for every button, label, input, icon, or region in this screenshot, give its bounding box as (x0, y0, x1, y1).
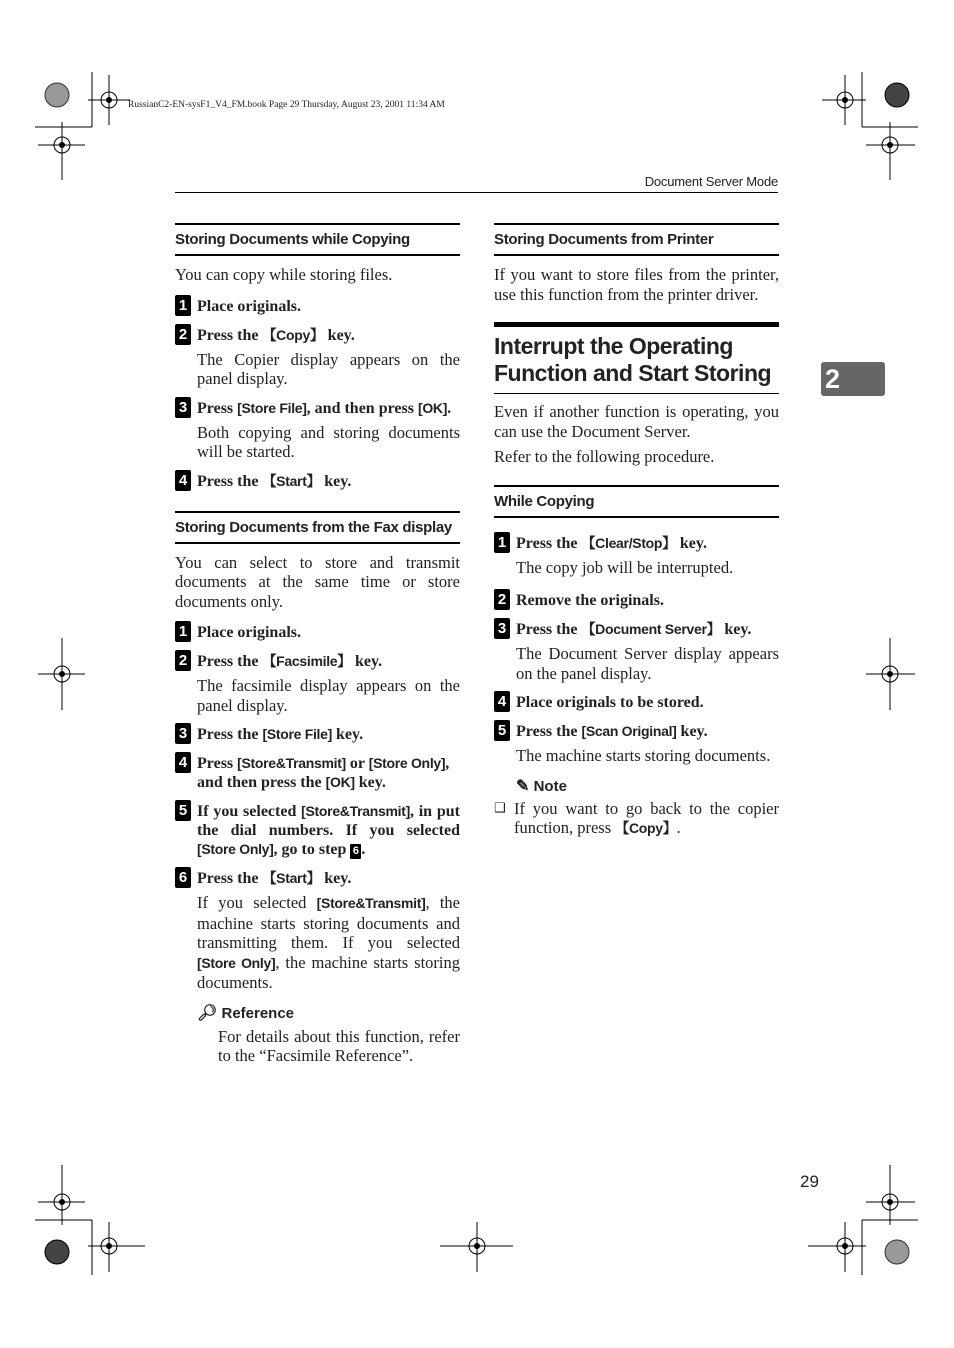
section-heading-while-copying: While Copying (494, 485, 779, 518)
printer-intro: If you want to store files from the printer, use this function from the printer driver. (494, 265, 779, 304)
facsimile-key: 【Facsimile】 (262, 653, 351, 669)
copy-step-3 (175, 399, 460, 418)
step-number: 4 (175, 470, 191, 491)
store-only-key: [Store Only] (197, 841, 274, 857)
step-number: 2 (175, 324, 191, 345)
step-text: Press the 【Document Server】 key. (516, 621, 752, 638)
copy-key: 【Copy】 (262, 326, 324, 343)
copy-key: 【Copy】 (615, 820, 677, 836)
store-only-key: [Store Only] (368, 755, 446, 771)
step-number: 5 (175, 800, 191, 821)
fax-step-1 (175, 623, 460, 642)
note-block (494, 776, 779, 839)
reference-text: For details about this function, refer to the “Facsimile Reference”. (218, 1026, 460, 1065)
magnifier-icon: 🔎︎ (197, 1004, 218, 1022)
store-transmit-key: [Store&Transmit] (316, 895, 426, 911)
step-text: Press the 【Copy】 key. (197, 326, 355, 344)
step-text: Press the [Store File] key. (197, 726, 364, 743)
step-number: 4 (175, 752, 191, 773)
step-text: Place originals. (197, 624, 301, 641)
step-body: If you selected [Store&Transmit], the machine starts storing documents and transmitting them. If you selected [Store Only], the machine starts storing documents. (197, 893, 460, 992)
copy-step-1 (175, 297, 460, 316)
step-body: The Copier display appears on the panel display. (197, 349, 460, 388)
copy-step-2 (175, 326, 460, 345)
step-text: Place originals. (197, 297, 301, 315)
note-heading: ✎ Note (516, 777, 567, 795)
step-number: 6 (175, 867, 191, 888)
fax-step-4 (175, 754, 460, 792)
start-key: 【Start】 (262, 870, 321, 886)
fax-step-3 (175, 725, 460, 744)
step-number: 4 (494, 691, 510, 712)
right-column (494, 223, 779, 839)
running-header: Document Server Mode (644, 174, 778, 189)
step-number: 1 (175, 295, 191, 316)
step-text: Press [Store&Transmit] or [Store Only], and then press the [OK] key. (197, 755, 450, 791)
header-rule (175, 192, 778, 193)
step-number: 1 (175, 621, 191, 642)
step-text: If you selected [Store&Transmit], in put the dial numbers. If you selected [Store Only], go to step 6 . (197, 803, 460, 858)
document-server-key: 【Document Server】 (581, 621, 721, 637)
step-body: The facsimile display appears on the panel display. (197, 676, 460, 715)
step-text: Press the 【Facsimile】 key. (197, 653, 383, 670)
step-text: Press the 【Start】 key. (197, 472, 352, 490)
step-number: 1 (494, 532, 510, 553)
ok-key: [OK] (417, 399, 448, 416)
step-number: 3 (175, 723, 191, 744)
step-text: Press the [Scan Original] key. (516, 723, 708, 740)
interrupt-step-3 (494, 620, 779, 639)
reference-block (197, 1003, 460, 1066)
copy-step-4 (175, 472, 460, 491)
step-text: Press [Store File], and then press [OK]. (197, 399, 452, 417)
checkbox-bullet-icon: ❑ (494, 800, 506, 816)
interrupt-step-1 (494, 534, 779, 553)
step-number: 3 (175, 397, 191, 418)
scan-original-key: [Scan Original] (581, 723, 677, 739)
store-transmit-key: [Store&Transmit] (237, 755, 346, 771)
step-body: The machine starts storing documents. (516, 746, 771, 765)
copying-intro: You can copy while storing files. (175, 265, 393, 284)
interrupt-step-2 (494, 591, 779, 610)
store-only-key: [Store Only] (197, 954, 276, 971)
step-number: 2 (494, 589, 510, 610)
store-transmit-key: [Store&Transmit] (301, 803, 410, 819)
step-text: Press the 【Start】 key. (197, 870, 352, 887)
left-column (175, 223, 460, 1066)
step-ref-icon: 6 (350, 844, 361, 859)
interrupt-step-5 (494, 722, 779, 741)
clear-stop-key: 【Clear/Stop】 (581, 534, 676, 551)
interrupt-intro-2: Refer to the following procedure. (494, 447, 715, 466)
chapter-tab-number: 2 (825, 364, 841, 394)
step-number: 2 (175, 650, 191, 671)
step-number: 3 (494, 618, 510, 639)
section-heading-copying: Storing Documents while Copying (175, 223, 460, 256)
print-info-line: RussianC2-EN-sysF1_V4_FM.book Page 29 Thursday, August 23, 2001 11:34 AM (128, 100, 445, 110)
fax-step-2 (175, 652, 460, 671)
interrupt-heading: Interrupt the Operating Function and Start Storing (494, 322, 779, 394)
fax-step-5 (175, 802, 460, 859)
store-file-key: [Store File] (262, 726, 332, 742)
step-text: Press the 【Clear/Stop】 key. (516, 534, 708, 552)
step-body: The copy job will be interrupted. (516, 557, 734, 577)
fax-step-6 (175, 869, 460, 888)
section-heading-printer: Storing Documents from Printer (494, 223, 779, 256)
page-number: 29 (800, 1172, 819, 1191)
interrupt-intro-1: Even if another function is operating, you can use the Document Server. (494, 402, 779, 441)
step-text: Place originals to be stored. (516, 694, 704, 711)
interrupt-step-4 (494, 693, 779, 712)
fax-intro: You can select to store and transmit documents at the same time or store documents only. (175, 552, 460, 611)
start-key: 【Start】 (262, 472, 321, 489)
step-body: Both copying and storing documents will be started. (197, 422, 460, 461)
chapter-tab (821, 362, 885, 396)
step-body: The Document Server display appears on the panel display. (516, 644, 779, 683)
reference-heading: 🔎︎ Reference (197, 1004, 295, 1022)
section-heading-fax: Storing Documents from the Fax display (175, 511, 460, 544)
step-text: Remove the originals. (516, 592, 664, 609)
note-item (494, 798, 779, 839)
pencil-icon: ✎ (516, 777, 530, 795)
note-text: If you want to go back to the copier function, press 【Copy】. (514, 798, 779, 837)
step-number: 5 (494, 720, 510, 741)
ok-key: [OK] (325, 774, 355, 790)
store-file-key: [Store File] (237, 399, 307, 416)
